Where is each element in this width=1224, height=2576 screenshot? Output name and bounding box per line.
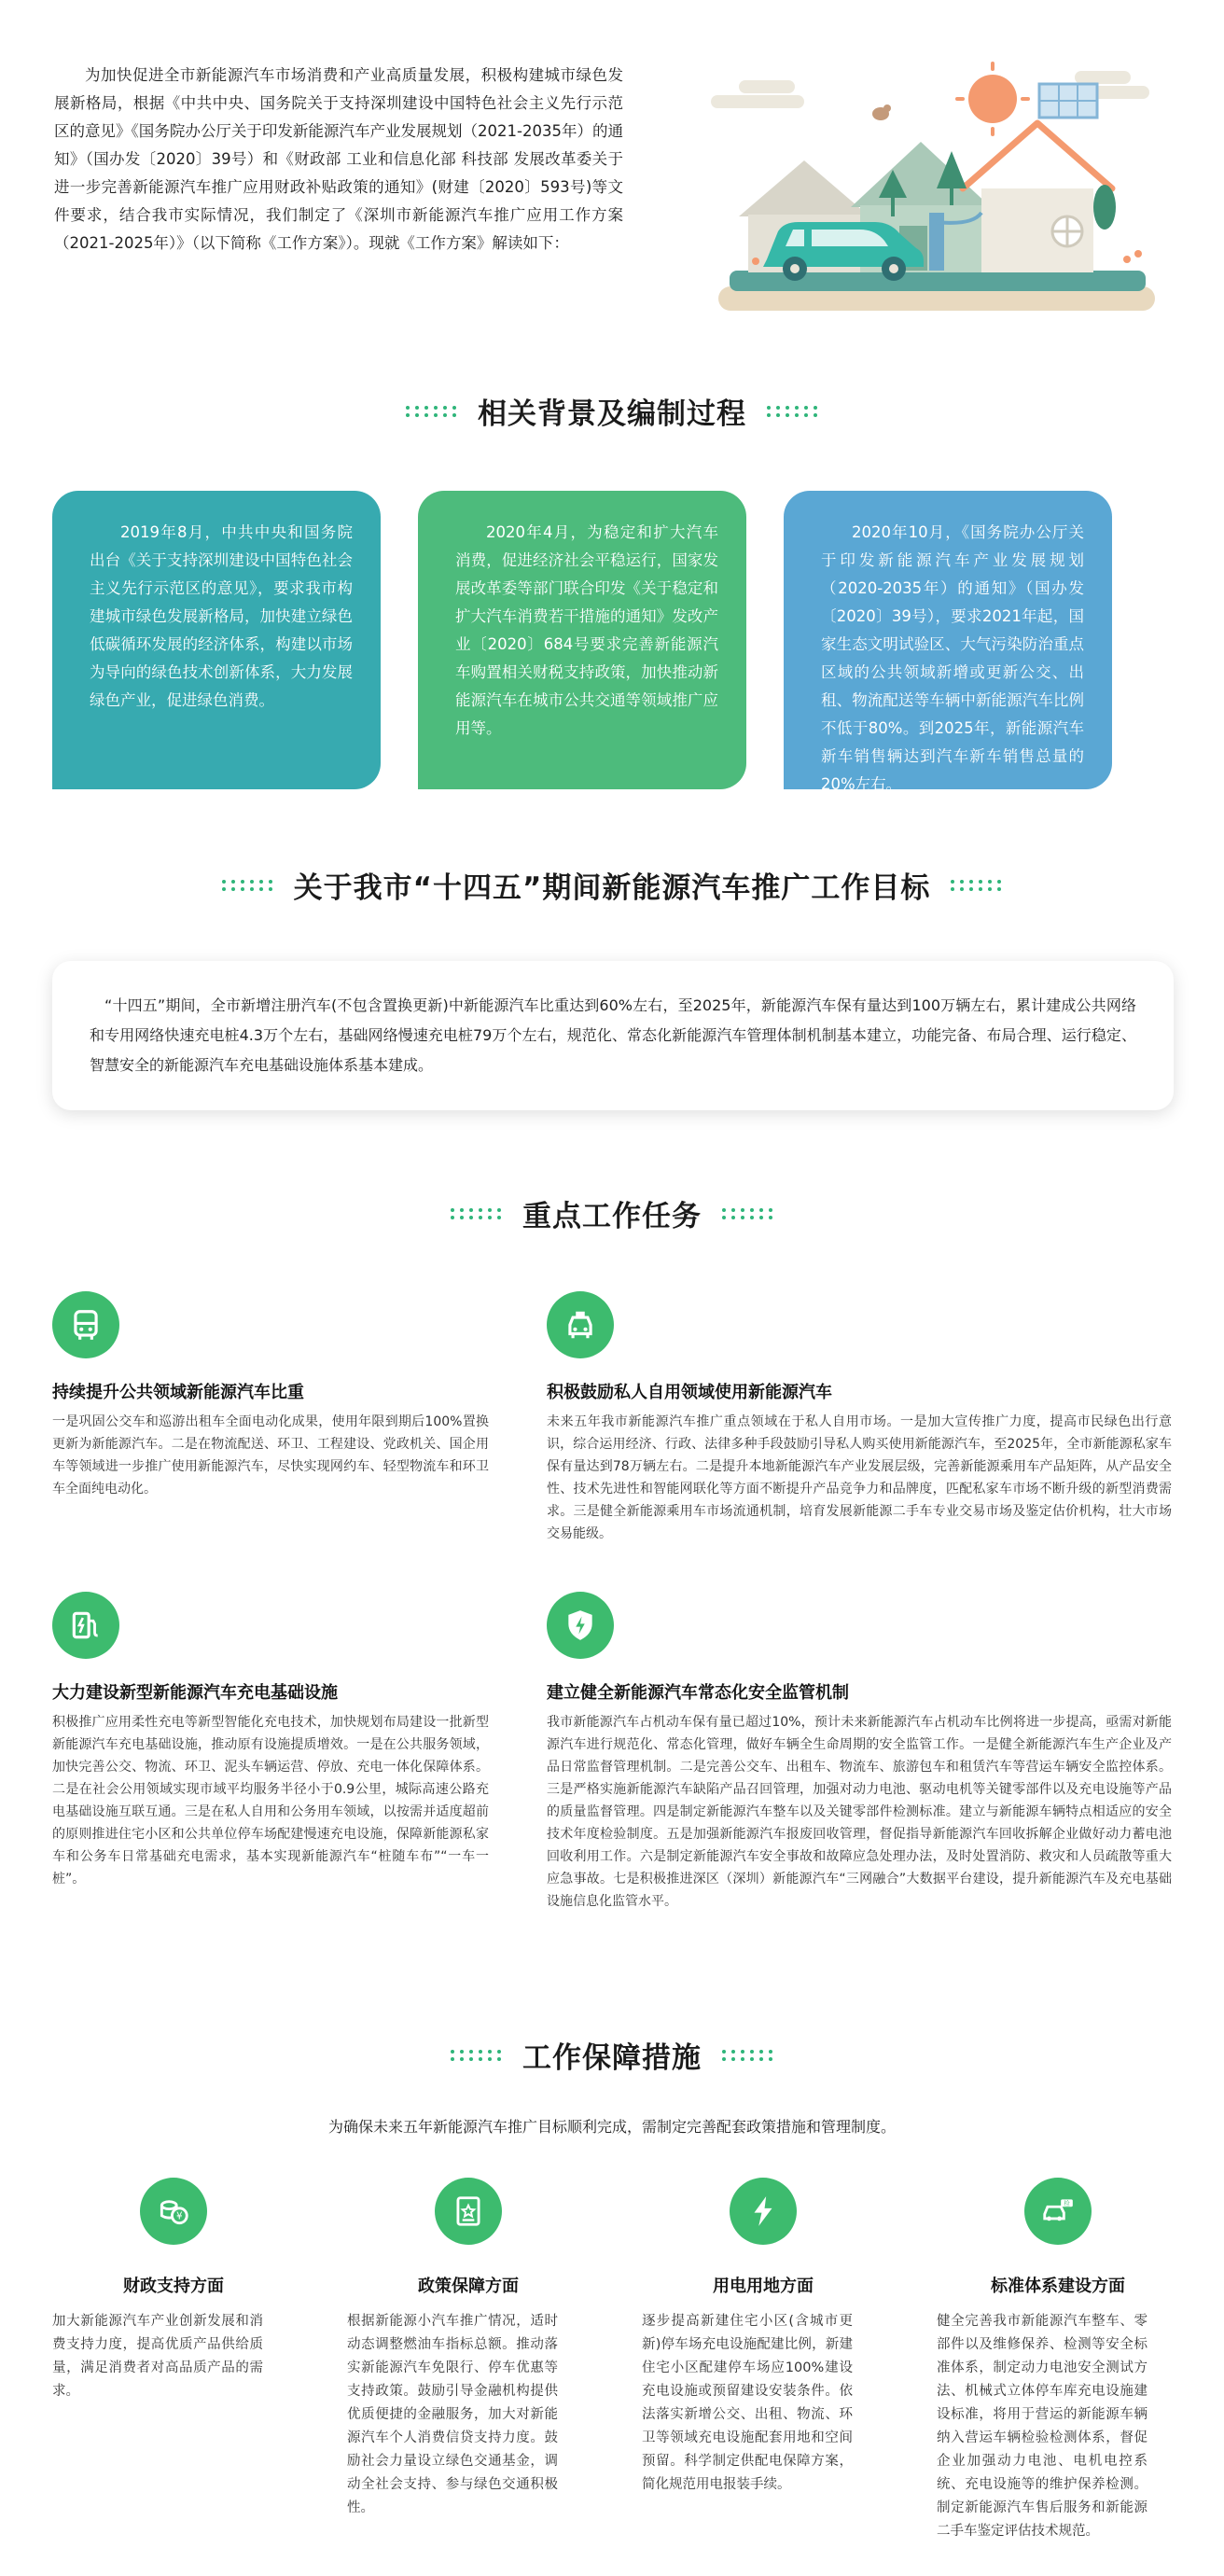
measure-body: 逐步提高新建住宅小区(含城市更新)停车场充电设施配建比例，新建住宅小区配建停车场应100%建设充电设施或预留建设安装条件。依法落实新增公交、出租、物流、环卫等领域充电设施配套用地和空间预留。科学制定供配电保障方案，简化规范用电报装手续。 <box>642 2314 853 2492</box>
measure-body: 加大新能源汽车产业创新发展和消费支持力度，提高优质产品供给质量，满足消费者对高品质产品的需求。 <box>52 2314 263 2399</box>
svg-text:检: 检 <box>1064 2200 1070 2207</box>
task-title: 大力建设新型新能源汽车充电基础设施 <box>52 1683 338 1703</box>
decor-dots-icon <box>222 880 273 891</box>
measure-title: 标准体系建设方面 <box>991 2277 1125 2296</box>
section-title-measures <box>0 2034 1224 2076</box>
background-card-2019: 2019年8月，中共中央和国务院出台《关于支持深圳建设中国特色社会主义先行示范区的意见》，要求我市构建城市绿色发展新格局，加快建立绿色低碳循环发展的经济体系，构建以市场为导向的绿色技术创新体系，大力发展绿色产业，促进绿色消费。 <box>52 491 381 789</box>
section-title-text: 重点工作任务 <box>522 1200 702 1233</box>
measure-body: 健全完善我市新能源汽车整车、零部件以及维修保养、检测等安全标准体系，制定动力电池安全测试方法、机械式立体停车库充电设施建设标准，将用于营运的新能源车辆纳入营运车辆检验检测体系，督促企业加强动力电池、电机电控系统、充电设施等的维护保养检测。制定新能源汽车售后服务和新能源二手车鉴定评估技术规范。 <box>937 2314 1148 2539</box>
decor-dots-icon <box>767 406 818 417</box>
intro-paragraph: 为加快促进全市新能源汽车市场消费和产业高质量发展，积极构建城市绿色发展新格局，根据《中共中央、国务院关于支持深圳建设中国特色社会主义先行示范区的意见》《国务院办公厅关于印发新能源汽车产业发展规划（2021-2035年）的通知》（国办发〔2020〕39号）和《财政部 工业和信息化部 科技部 发展改革委关于进一步完善新能源汽车推广应用财政补贴政策的通知》(财建〔2020〕593号)等文件要求，结合我市实际情况，我们制定了《深圳市新能源汽车推广应用工作方案（2021-2025年）》（以下简称《工作方案》）。现就《工作方案》解读如下： <box>54 66 623 252</box>
decor-dots-icon <box>451 1208 502 1219</box>
section-title-text: 相关背景及编制过程 <box>478 397 746 431</box>
measure-body: 根据新能源小汽车推广情况，适时动态调整燃油车指标总额。推动落实新能源汽车免限行、停车优惠等支持政策。鼓励引导金融机构提供优质便捷的金融服务，加大对新能源汽车个人消费信贷支持力度。鼓励社会力量设立绿色交通基金，调动全社会支持、参与绿色交通积极性。 <box>347 2314 558 2515</box>
coins-icon <box>140 2178 207 2245</box>
decor-dots-icon <box>451 2050 502 2061</box>
bus-icon <box>52 1291 119 1358</box>
task-body: 一是巩固公交车和巡游出租车全面电动化成果，使用年限到期后100%置换更新为新能源汽车。二是在物流配送、环卫、工程建设、党政机关、国企用车等领域进一步推广使用新能源汽车，尽快实现网约车、轻型物流车和环卫车全面纯电动化。 <box>52 1414 489 1497</box>
background-card-2020-oct: 2020年10月，《国务院办公厅关于印发新能源汽车产业发展规划（2020-2035年）的通知》（国办发〔2020〕39号），要求2021年起，国家生态文明试验区、大气污染防治重点区域的公共领域新增或更新公交、出租、物流配送等车辆中新能源汽车比例不低于80%。到2025年，新能源汽车新车销售辆达到汽车新车销售总量的20%左右。 <box>784 491 1112 789</box>
decor-dots-icon <box>406 406 457 417</box>
svg-text:¥: ¥ <box>176 2210 183 2222</box>
hero-illustration <box>702 49 1168 328</box>
decor-dots-icon <box>722 2050 773 2061</box>
section-title-tasks <box>0 1192 1224 1234</box>
task-body: 积极推广应用柔性充电等新型智能化充电技术，加快规划布局建设一批新型新能源汽车充电基础设施，推动原有设施提质增效。一是在公共服务领域，加快完善公交、物流、环卫、泥头车辆运营、停放、充电一体化保障体系。二是在社会公用领域实现市域平均服务半径小于0.9公里，城际高速公路充电基础设施互联互通。三是在私人自用和公务用车领域，以按需并适度超前的原则推进住宅小区和公共单位停车场配建慢速充电设施，保障新能源私家车和公务车日常基础充电需求，基本实现新能源汽车“桩随车布”“一车一桩”。 <box>52 1715 489 1887</box>
measure-title: 政策保障方面 <box>418 2277 519 2296</box>
section-title-goals <box>0 864 1224 906</box>
car-check-icon <box>1024 2178 1092 2245</box>
section-title-text: 关于我市“十四五”期间新能源汽车推广工作目标 <box>293 871 931 905</box>
section-title-text: 工作保障措施 <box>522 2041 702 2075</box>
task-body: 未来五年我市新能源汽车推广重点领域在于私人自用市场。一是加大宣传推广力度，提高市民绿色出行意识，综合运用经济、行政、法律多种手段鼓励引导私人购买使用新能源汽车，至2025年，全市新能源私家车保有量达到78万辆左右。二是提升本地新能源汽车产业发展层级，完善新能源乘用车产品矩阵，从产品安全性、技术先进性和智能网联化等方面不断提升产品竞争力和品牌度，匹配私家车市场不断升级的新型消费需求。三是健全新能源乘用车市场流通机制，培育发展新能源二手车专业交易市场及鉴定估价机构，壮大市场交易能级。 <box>547 1414 1172 1541</box>
shield-icon <box>547 1592 614 1659</box>
car-icon <box>547 1291 614 1358</box>
task-title: 持续提升公共领域新能源汽车比重 <box>52 1383 304 1402</box>
charger-icon <box>52 1592 119 1659</box>
policy-book-icon <box>435 2178 502 2245</box>
background-card-2020-apr: 2020年4月，为稳定和扩大汽车消费，促进经济社会平稳运行，国家发展改革委等部门联合印发《关于稳定和扩大汽车消费若干措施的通知》发改产业〔2020〕684号要求完善新能源汽车购置相关财税支持政策，加快推动新能源汽车在城市公共交通等领域推广应用等。 <box>418 491 746 789</box>
decor-dots-icon <box>722 1208 773 1219</box>
decor-dots-icon <box>951 880 1002 891</box>
measure-title: 财政支持方面 <box>123 2277 224 2296</box>
measure-title: 用电用地方面 <box>713 2277 814 2296</box>
goal-box: “十四五”期间，全市新增注册汽车(不包含置换更新)中新能源汽车比重达到60%左右，至2025年，新能源汽车保有量达到100万辆左右，累计建成公共网络和专用网络快速充电桩4.3万个左右，基础网络慢速充电桩79万个左右，规范化、常态化新能源汽车管理体制机制基本建立，功能完备、布局合理、运行稳定、智慧安全的新能源汽车充电基础设施体系基本建成。 <box>52 961 1174 1110</box>
task-title: 建立健全新能源汽车常态化安全监管机制 <box>547 1683 849 1703</box>
section-title-background <box>0 390 1224 432</box>
task-title: 积极鼓励私人自用领域使用新能源汽车 <box>547 1383 832 1402</box>
lightning-icon <box>730 2178 797 2245</box>
measures-lead: 为确保未来五年新能源汽车推广目标顺利完成，需制定完善配套政策措施和管理制度。 <box>327 2118 896 2136</box>
task-body: 我市新能源汽车占机动车保有量已超过10%，预计未来新能源汽车占机动车比例将进一步提高，亟需对新能源汽车进行规范化、常态化管理，做好车辆全生命周期的安全监管工作。一是健全新能源汽车生产企业及产品日常监督管理机制。二是完善公交车、出租车、物流车、旅游包车和租赁汽车等营运车辆安全监控体系。三是严格实施新能源汽车缺陷产品召回管理，加强对动力电池、驱动电机等关键零部件以及充电设施等产品的质量监督管理。四是制定新能源汽车整车以及关键零部件检测标准。建立与新能源车辆特点相适应的安全技术年度检验制度。五是加强新能源汽车报废回收管理，督促指导新能源汽车回收拆解企业做好动力蓄电池回收利用工作。六是制定新能源汽车安全事故和故障应急处理办法，及时处置消防、救灾和人员疏散等重大应急事故。七是积极推进深区（深圳）新能源汽车“三网融合”大数据平台建设，提升新能源汽车及充电基础设施信息化监管水平。 <box>547 1715 1172 1909</box>
